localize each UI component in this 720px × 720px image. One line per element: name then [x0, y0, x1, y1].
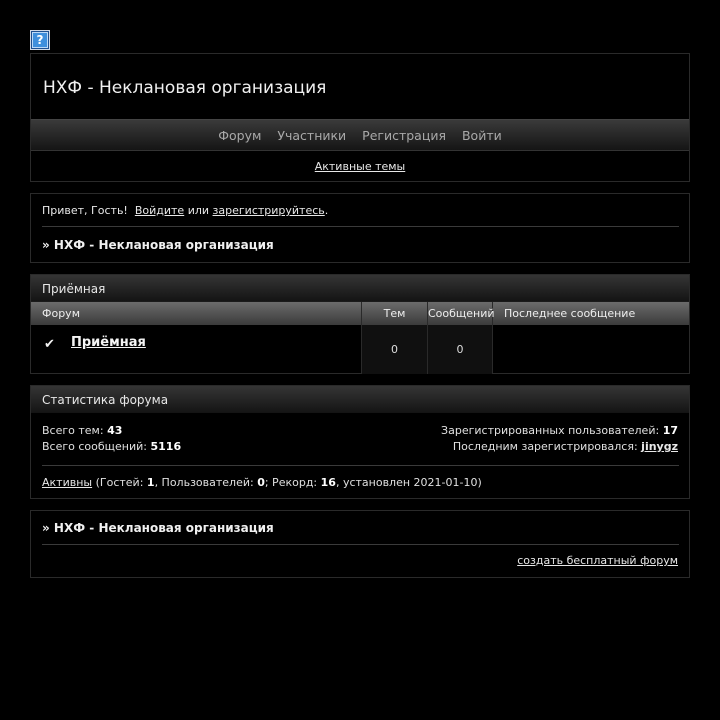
greeting-line — [42, 204, 328, 217]
record-label: ; Рекорд: — [264, 476, 318, 489]
total-posts-value: 5116 — [150, 440, 182, 453]
online-link[interactable]: Активны — [42, 476, 93, 489]
nav-login[interactable]: Войти — [461, 128, 502, 143]
users-value: 0 — [257, 476, 265, 489]
record-date: , установлен 2021-01-10) — [335, 476, 482, 489]
forum-link[interactable]: Приёмная — [71, 335, 146, 350]
guests-value: 1 — [146, 476, 155, 489]
active-topics-link[interactable]: Активные темы — [314, 160, 406, 173]
forum-header — [30, 53, 690, 182]
total-posts — [42, 440, 181, 453]
divider — [42, 544, 679, 545]
greeting-dot: . — [324, 204, 329, 217]
online-stats — [42, 476, 482, 489]
forum-category-panel — [30, 274, 690, 374]
breadcrumb[interactable]: » НХФ - Неклановая организация — [42, 238, 274, 252]
last-post-cell — [493, 325, 689, 374]
col-last-post: Последнее сообщение — [504, 307, 636, 320]
registered-users — [441, 424, 678, 437]
last-registered — [453, 440, 678, 453]
table-header — [31, 301, 689, 325]
sub-nav — [31, 151, 689, 182]
or-text: или — [187, 204, 210, 217]
divider — [42, 465, 679, 466]
footer-panel — [30, 510, 690, 578]
forum-title: НХФ - Неклановая организация — [43, 78, 327, 98]
login-link[interactable]: Войдите — [134, 204, 185, 217]
welcome-panel — [30, 193, 690, 263]
category-title: Приёмная — [31, 275, 689, 301]
registered-label: Зарегистрированных пользователей: — [441, 424, 660, 437]
greeting-text: Привет, Гость! — [42, 204, 128, 217]
users-label: , Пользователей: — [154, 476, 254, 489]
forum-cell — [31, 325, 362, 374]
nav-forum[interactable]: Форум — [218, 128, 262, 143]
register-link[interactable]: зарегистрируйтесь — [212, 204, 325, 217]
nav-members[interactable]: Участники — [277, 128, 347, 143]
check-icon: ✔ — [44, 337, 55, 352]
help-icon[interactable] — [30, 30, 50, 50]
total-topics-value: 43 — [107, 424, 123, 437]
topics-count: 0 — [362, 325, 428, 374]
divider — [42, 226, 679, 227]
last-registered-label: Последним зарегистрировался: — [452, 440, 638, 453]
total-topics — [42, 424, 122, 437]
total-topics-label: Всего тем: — [42, 424, 104, 437]
record-value: 16 — [320, 476, 336, 489]
table-row — [31, 325, 689, 374]
footer-breadcrumb[interactable]: » НХФ - Неклановая организация — [42, 521, 274, 535]
nav-register[interactable]: Регистрация — [362, 128, 446, 143]
help-icon-glyph: ? — [32, 32, 48, 48]
guests-label: (Гостей: — [95, 476, 144, 489]
col-forum: Форум — [31, 302, 362, 325]
main-nav — [31, 119, 689, 151]
registered-value: 17 — [662, 424, 678, 437]
stats-title: Статистика форума — [31, 386, 689, 413]
col-posts: Сообщений — [428, 302, 493, 325]
last-registered-link[interactable]: jinygz — [641, 440, 678, 453]
posts-count: 0 — [428, 325, 493, 374]
total-posts-label: Всего сообщений: — [42, 440, 147, 453]
col-topics: Тем — [362, 302, 428, 325]
create-forum-link[interactable]: создать бесплатный форум — [517, 554, 678, 567]
stats-panel — [30, 385, 690, 499]
